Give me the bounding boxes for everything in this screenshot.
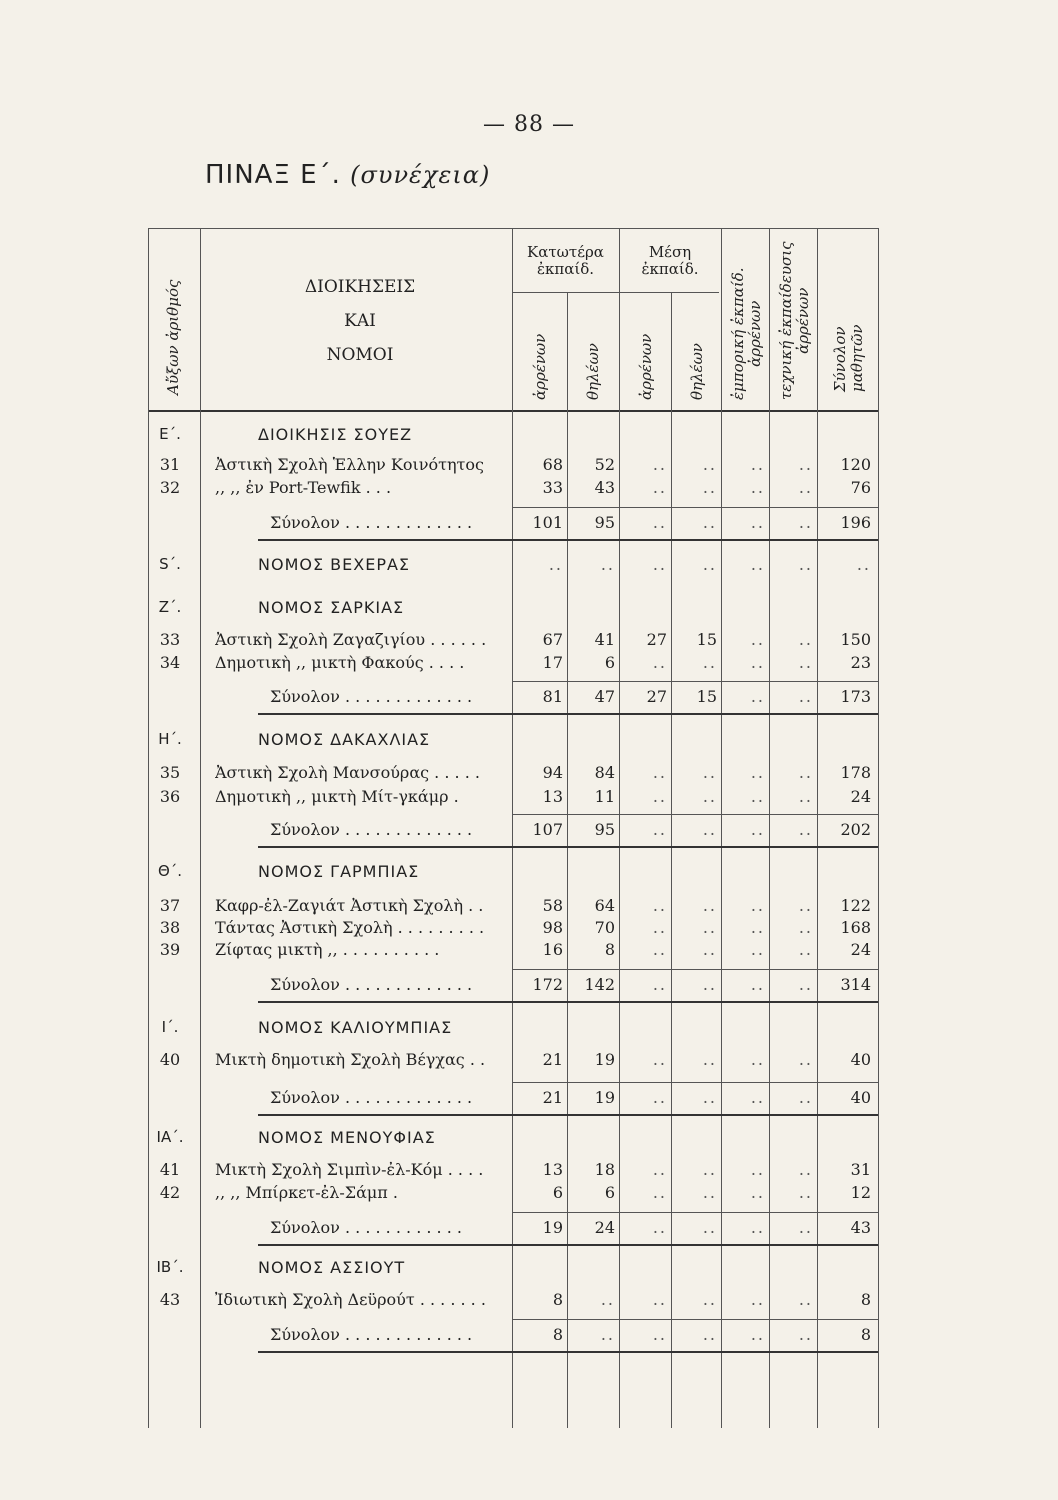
- section-end-rule: [258, 539, 878, 541]
- header-admin-line3: ΝΟΜΟΙ: [326, 345, 394, 365]
- cell-col-7: 168: [840, 918, 871, 937]
- header-commercial-line2: ἀρρένων: [746, 300, 764, 367]
- cell-col-4: 15: [696, 687, 717, 706]
- row-index: Η΄.: [158, 730, 182, 748]
- cell-col-2: 19: [594, 1088, 615, 1107]
- cell-col-2: ..: [600, 1290, 615, 1309]
- row-index: 31: [159, 455, 181, 474]
- row-label: Τάντας Ἀστικὴ Σχολὴ . . . . . . . . .: [215, 918, 485, 937]
- cell-col-3: ..: [652, 1088, 667, 1107]
- row-index: Θ΄.: [157, 862, 183, 880]
- cell-col-4: ..: [702, 1325, 717, 1344]
- total-row: [0, 1218, 1058, 1240]
- cell-col-3: ..: [652, 1290, 667, 1309]
- subtotal-rule: [512, 1319, 878, 1320]
- cell-col-4: ..: [702, 918, 717, 937]
- cell-col-1: 33: [542, 478, 563, 497]
- section-row: [0, 1258, 1058, 1280]
- total-row: [0, 1325, 1058, 1347]
- section-end-rule: [258, 846, 878, 848]
- row-index: Ζ΄.: [158, 598, 182, 616]
- row-label: Μικτὴ Σχολὴ Σιμπὶν-ἐλ-Κόμ . . . .: [215, 1160, 484, 1179]
- cell-col-5: ..: [750, 918, 765, 937]
- cell-col-2: 6: [604, 653, 615, 672]
- cell-col-7: 122: [840, 896, 871, 915]
- header-admin-line1: ΔΙΟΙΚΗΣΕΙΣ: [304, 277, 416, 297]
- cell-col-1: 107: [532, 820, 563, 839]
- cell-col-7: 40: [850, 1050, 871, 1069]
- section-row: [0, 425, 1058, 447]
- section-title: ΝΟΜΟΣ ΜΕΝΟΥΦΙΑΣ: [258, 1128, 436, 1147]
- cell-col-6: ..: [798, 513, 813, 532]
- row-label: Δημοτικὴ ,, μικτὴ Φακούς . . . .: [215, 653, 465, 672]
- cell-col-6: ..: [798, 1218, 813, 1237]
- cell-col-6: ..: [798, 1183, 813, 1202]
- cell-col-3: 27: [646, 687, 667, 706]
- cell-col-3: ..: [652, 478, 667, 497]
- row-label: Μικτὴ δημοτικὴ Σχολὴ Βέγχας . .: [215, 1050, 486, 1069]
- section-row: [0, 862, 1058, 884]
- cell-col-6: ..: [798, 1050, 813, 1069]
- cell-col-1: 19: [542, 1218, 563, 1237]
- cell-col-5: ..: [750, 513, 765, 532]
- cell-col-7: 24: [850, 940, 871, 959]
- table-title: [205, 160, 490, 190]
- cell-col-6: ..: [798, 975, 813, 994]
- table-row: [0, 478, 1058, 500]
- header-technical: [778, 241, 812, 400]
- subtotal-rule: [512, 969, 878, 970]
- row-label: Καφρ-ἐλ-Ζαγιάτ Ἀστικὴ Σχολὴ . .: [215, 896, 484, 915]
- section-row: [0, 1128, 1058, 1150]
- cell-col-4: ..: [702, 820, 717, 839]
- cell-col-1: ..: [548, 555, 563, 574]
- cell-col-2: 84: [594, 763, 615, 782]
- cell-col-6: ..: [798, 1088, 813, 1107]
- header-middle-line2: ἐκπαίδ.: [641, 260, 699, 278]
- section-title: ΝΟΜΟΣ ΓΑΡΜΠΙΑΣ: [258, 862, 420, 881]
- cell-col-7: ..: [856, 555, 871, 574]
- cell-col-7: 314: [840, 975, 871, 994]
- cell-col-3: ..: [652, 787, 667, 806]
- cell-col-4: ..: [702, 1088, 717, 1107]
- table-row: [0, 1050, 1058, 1072]
- cell-col-4: ..: [702, 1160, 717, 1179]
- cell-col-4: ..: [702, 787, 717, 806]
- cell-col-5: ..: [750, 763, 765, 782]
- cell-col-1: 68: [542, 455, 563, 474]
- cell-col-7: 43: [850, 1218, 871, 1237]
- row-label: Ἀστικὴ Σχολὴ Μανσούρας . . . . .: [215, 763, 480, 782]
- row-index: ΙΒ΄.: [156, 1258, 184, 1276]
- row-index: 32: [159, 478, 181, 497]
- cell-col-1: 94: [542, 763, 563, 782]
- cell-col-1: 8: [552, 1325, 563, 1344]
- cell-col-2: 64: [594, 896, 615, 915]
- row-label: Ζίφτας μικτὴ ,, . . . . . . . . . .: [215, 940, 440, 959]
- section-title: ΔΙΟΙΚΗΣΙΣ ΣΟΥΕΖ: [258, 425, 413, 444]
- row-index: 42: [159, 1183, 181, 1202]
- cell-col-2: 47: [594, 687, 615, 706]
- cell-col-6: ..: [798, 630, 813, 649]
- header-middle-male: ἀρρένων: [637, 333, 655, 400]
- total-row: [0, 975, 1058, 997]
- cell-col-7: 24: [850, 787, 871, 806]
- cell-col-4: ..: [702, 1050, 717, 1069]
- row-index: 38: [159, 918, 181, 937]
- cell-col-1: 98: [542, 918, 563, 937]
- cell-col-5: ..: [750, 630, 765, 649]
- cell-col-3: ..: [652, 513, 667, 532]
- cell-col-4: ..: [702, 555, 717, 574]
- cell-col-5: ..: [750, 555, 765, 574]
- cell-col-4: ..: [702, 478, 717, 497]
- row-label: Σύνολον . . . . . . . . . . . . .: [270, 513, 473, 532]
- cell-col-5: ..: [750, 478, 765, 497]
- row-label: Ἰδιωτικὴ Σχολὴ Δεϋρούτ . . . . . . .: [215, 1290, 486, 1309]
- row-index: 33: [159, 630, 181, 649]
- cell-col-5: ..: [750, 455, 765, 474]
- header-admin: [210, 270, 510, 372]
- table-row: [0, 455, 1058, 477]
- section-title: ΝΟΜΟΣ ΚΑΛΙΟΥΜΠΙΑΣ: [258, 1018, 453, 1037]
- header-commercial-line1: ἐμπορική ἐκπαίδ.: [729, 267, 747, 400]
- cell-col-4: ..: [702, 896, 717, 915]
- cell-col-3: ..: [652, 555, 667, 574]
- table-row: [0, 918, 1058, 940]
- cell-col-6: ..: [798, 687, 813, 706]
- cell-col-3: ..: [652, 653, 667, 672]
- cell-col-5: ..: [750, 975, 765, 994]
- section-end-rule: [258, 1351, 878, 1353]
- section-end-rule: [258, 1244, 878, 1246]
- cell-col-4: ..: [702, 1183, 717, 1202]
- cell-col-5: ..: [750, 940, 765, 959]
- section-title: ΝΟΜΟΣ ΣΑΡΚΙΑΣ: [258, 598, 405, 617]
- row-index: 39: [159, 940, 181, 959]
- cell-col-7: 8: [860, 1325, 871, 1344]
- cell-col-2: 41: [594, 630, 615, 649]
- row-label: Σύνολον . . . . . . . . . . . .: [270, 1218, 462, 1237]
- table-row: [0, 763, 1058, 785]
- table-row: [0, 1290, 1058, 1312]
- cell-col-4: ..: [702, 940, 717, 959]
- cell-col-6: ..: [798, 940, 813, 959]
- cell-col-1: 21: [542, 1050, 563, 1069]
- header-total: [832, 324, 866, 392]
- cell-col-2: 19: [594, 1050, 615, 1069]
- cell-col-3: ..: [652, 763, 667, 782]
- header-middle-group: [619, 244, 721, 278]
- cell-col-2: 43: [594, 478, 615, 497]
- total-row: [0, 687, 1058, 709]
- cell-col-1: 13: [542, 787, 563, 806]
- header-total-line1: Σύνολον: [831, 326, 849, 392]
- row-index: 43: [159, 1290, 181, 1309]
- section-end-rule: [258, 713, 878, 715]
- section-end-rule: [258, 1114, 878, 1116]
- cell-col-3: ..: [652, 1218, 667, 1237]
- cell-col-1: 67: [542, 630, 563, 649]
- cell-col-7: 40: [850, 1088, 871, 1107]
- cell-col-7: 120: [840, 455, 871, 474]
- subtotal-rule: [512, 814, 878, 815]
- cell-col-6: ..: [798, 555, 813, 574]
- cell-col-2: 6: [604, 1183, 615, 1202]
- cell-col-7: 150: [840, 630, 871, 649]
- cell-col-3: ..: [652, 896, 667, 915]
- cell-col-5: ..: [750, 820, 765, 839]
- row-label: Σύνολον . . . . . . . . . . . . .: [270, 687, 473, 706]
- table-row: [0, 1183, 1058, 1205]
- row-index: ΙΑ΄.: [156, 1128, 184, 1146]
- table-row: [0, 787, 1058, 809]
- cell-col-2: 95: [594, 513, 615, 532]
- subtotal-rule: [512, 1212, 878, 1213]
- cell-col-4: ..: [702, 455, 717, 474]
- cell-col-2: 24: [594, 1218, 615, 1237]
- row-index: Ε΄.: [159, 425, 181, 443]
- total-row: [0, 1088, 1058, 1110]
- cell-col-1: 13: [542, 1160, 563, 1179]
- header-lower-male: ἀρρένων: [531, 333, 549, 400]
- row-index: 41: [159, 1160, 181, 1179]
- cell-col-2: 18: [594, 1160, 615, 1179]
- cell-col-6: ..: [798, 653, 813, 672]
- cell-col-5: ..: [750, 1325, 765, 1344]
- row-label: Σύνολον . . . . . . . . . . . . .: [270, 820, 473, 839]
- cell-col-5: ..: [750, 1088, 765, 1107]
- cell-col-5: ..: [750, 1183, 765, 1202]
- cell-col-6: ..: [798, 896, 813, 915]
- cell-col-7: 202: [840, 820, 871, 839]
- cell-col-7: 173: [840, 687, 871, 706]
- cell-col-5: ..: [750, 1050, 765, 1069]
- cell-col-1: 101: [532, 513, 563, 532]
- subtotal-rule: [512, 507, 878, 508]
- title-text: ΠΙΝΑΞ Ε΄.: [205, 160, 341, 190]
- header-middle-female: θηλέων: [688, 343, 706, 400]
- header-lower-group: [512, 244, 619, 278]
- cell-col-2: 8: [604, 940, 615, 959]
- cell-col-3: ..: [652, 918, 667, 937]
- section-title: ΝΟΜΟΣ ΒΕΧΕΡΑΣ: [258, 555, 411, 574]
- row-index: 40: [159, 1050, 181, 1069]
- cell-col-2: 95: [594, 820, 615, 839]
- group-rule: [512, 292, 719, 293]
- row-label: Ἀστικὴ Σχολὴ Ἑλλην Κοινότητος: [215, 455, 484, 474]
- cell-col-1: 81: [542, 687, 563, 706]
- cell-col-1: 58: [542, 896, 563, 915]
- cell-col-5: ..: [750, 687, 765, 706]
- table-row: [0, 630, 1058, 652]
- total-row: [0, 820, 1058, 842]
- title-subtitle: (συνέχεια): [350, 161, 491, 189]
- cell-col-4: ..: [702, 975, 717, 994]
- cell-col-2: ..: [600, 1325, 615, 1344]
- cell-col-7: 12: [850, 1183, 871, 1202]
- page-number: — 88 —: [483, 112, 575, 137]
- row-label: Σύνολον . . . . . . . . . . . . .: [270, 975, 473, 994]
- cell-col-4: 15: [696, 630, 717, 649]
- cell-col-7: 8: [860, 1290, 871, 1309]
- cell-col-5: ..: [750, 896, 765, 915]
- cell-col-2: 70: [594, 918, 615, 937]
- row-label: Σύνολον . . . . . . . . . . . . .: [270, 1325, 473, 1344]
- header-lower-female: θηλέων: [584, 343, 602, 400]
- header-lower-line1: Κατωτέρα: [527, 243, 604, 261]
- section-row: [0, 555, 1058, 577]
- row-label: ,, ,, ἐν Port-Tewfik . . .: [215, 478, 392, 497]
- table-row: [0, 653, 1058, 675]
- cell-col-6: ..: [798, 1160, 813, 1179]
- cell-col-4: ..: [702, 1218, 717, 1237]
- header-middle-line1: Μέση: [648, 243, 692, 261]
- cell-col-3: ..: [652, 820, 667, 839]
- cell-col-4: ..: [702, 1290, 717, 1309]
- row-label: Δημοτικὴ ,, μικτὴ Μίτ-γκάμρ .: [215, 787, 459, 806]
- cell-col-3: ..: [652, 1160, 667, 1179]
- cell-col-3: ..: [652, 1183, 667, 1202]
- header-technical-line1: τεχνική ἐκπαίδευσις: [777, 241, 795, 400]
- section-title: ΝΟΜΟΣ ΔΑΚΑΧΛΙΑΣ: [258, 730, 431, 749]
- cell-col-3: ..: [652, 975, 667, 994]
- cell-col-3: ..: [652, 1050, 667, 1069]
- header-total-line2: μαθητῶν: [848, 324, 866, 392]
- cell-col-5: ..: [750, 1290, 765, 1309]
- section-title: ΝΟΜΟΣ ΑΣΣΙΟΥΤ: [258, 1258, 406, 1277]
- cell-col-4: ..: [702, 763, 717, 782]
- subtotal-rule: [512, 1082, 878, 1083]
- cell-col-2: 142: [584, 975, 615, 994]
- cell-col-5: ..: [750, 1218, 765, 1237]
- header-technical-line2: ἀρρένων: [794, 287, 812, 354]
- section-row: [0, 1018, 1058, 1040]
- cell-col-6: ..: [798, 918, 813, 937]
- cell-col-7: 196: [840, 513, 871, 532]
- row-label: Ἀστικὴ Σχολὴ Ζαγαζιγίου . . . . . .: [215, 630, 487, 649]
- cell-col-1: 21: [542, 1088, 563, 1107]
- header-commercial: [730, 267, 764, 400]
- row-index: 37: [159, 896, 181, 915]
- row-index: S΄.: [159, 555, 181, 573]
- cell-col-1: 16: [542, 940, 563, 959]
- header-admin-line2: ΚΑΙ: [344, 311, 376, 331]
- section-row: [0, 598, 1058, 620]
- header-lower-line2: ἐκπαίδ.: [536, 260, 595, 278]
- cell-col-6: ..: [798, 478, 813, 497]
- cell-col-2: 52: [594, 455, 615, 474]
- cell-col-3: ..: [652, 455, 667, 474]
- cell-col-6: ..: [798, 1290, 813, 1309]
- row-label: Σύνολον . . . . . . . . . . . . .: [270, 1088, 473, 1107]
- row-index: 35: [159, 763, 181, 782]
- cell-col-2: ..: [600, 555, 615, 574]
- table-row: [0, 940, 1058, 962]
- cell-col-4: ..: [702, 513, 717, 532]
- header-index: Αὔξων ἀριθμός: [164, 279, 182, 395]
- cell-col-1: 8: [552, 1290, 563, 1309]
- total-row: [0, 513, 1058, 535]
- row-index: 36: [159, 787, 181, 806]
- cell-col-5: ..: [750, 787, 765, 806]
- cell-col-1: 17: [542, 653, 563, 672]
- row-index: 34: [159, 653, 181, 672]
- cell-col-2: 11: [594, 787, 615, 806]
- cell-col-6: ..: [798, 455, 813, 474]
- cell-col-3: ..: [652, 1325, 667, 1344]
- cell-col-4: ..: [702, 653, 717, 672]
- row-index: Ι΄.: [161, 1018, 179, 1036]
- cell-col-7: 76: [850, 478, 871, 497]
- cell-col-1: 172: [532, 975, 563, 994]
- cell-col-5: ..: [750, 653, 765, 672]
- cell-col-5: ..: [750, 1160, 765, 1179]
- cell-col-6: ..: [798, 820, 813, 839]
- cell-col-6: ..: [798, 787, 813, 806]
- cell-col-1: 6: [552, 1183, 563, 1202]
- subtotal-rule: [512, 681, 878, 682]
- row-label: ,, ,, Μπίρκετ-ἐλ-Σάμπ .: [215, 1183, 398, 1202]
- cell-col-7: 31: [850, 1160, 871, 1179]
- cell-col-6: ..: [798, 1325, 813, 1344]
- cell-col-7: 23: [850, 653, 871, 672]
- cell-col-3: ..: [652, 940, 667, 959]
- cell-col-7: 178: [840, 763, 871, 782]
- cell-col-6: ..: [798, 763, 813, 782]
- section-end-rule: [258, 1001, 878, 1003]
- section-row: [0, 730, 1058, 752]
- table-row: [0, 896, 1058, 918]
- cell-col-3: 27: [646, 630, 667, 649]
- table-row: [0, 1160, 1058, 1182]
